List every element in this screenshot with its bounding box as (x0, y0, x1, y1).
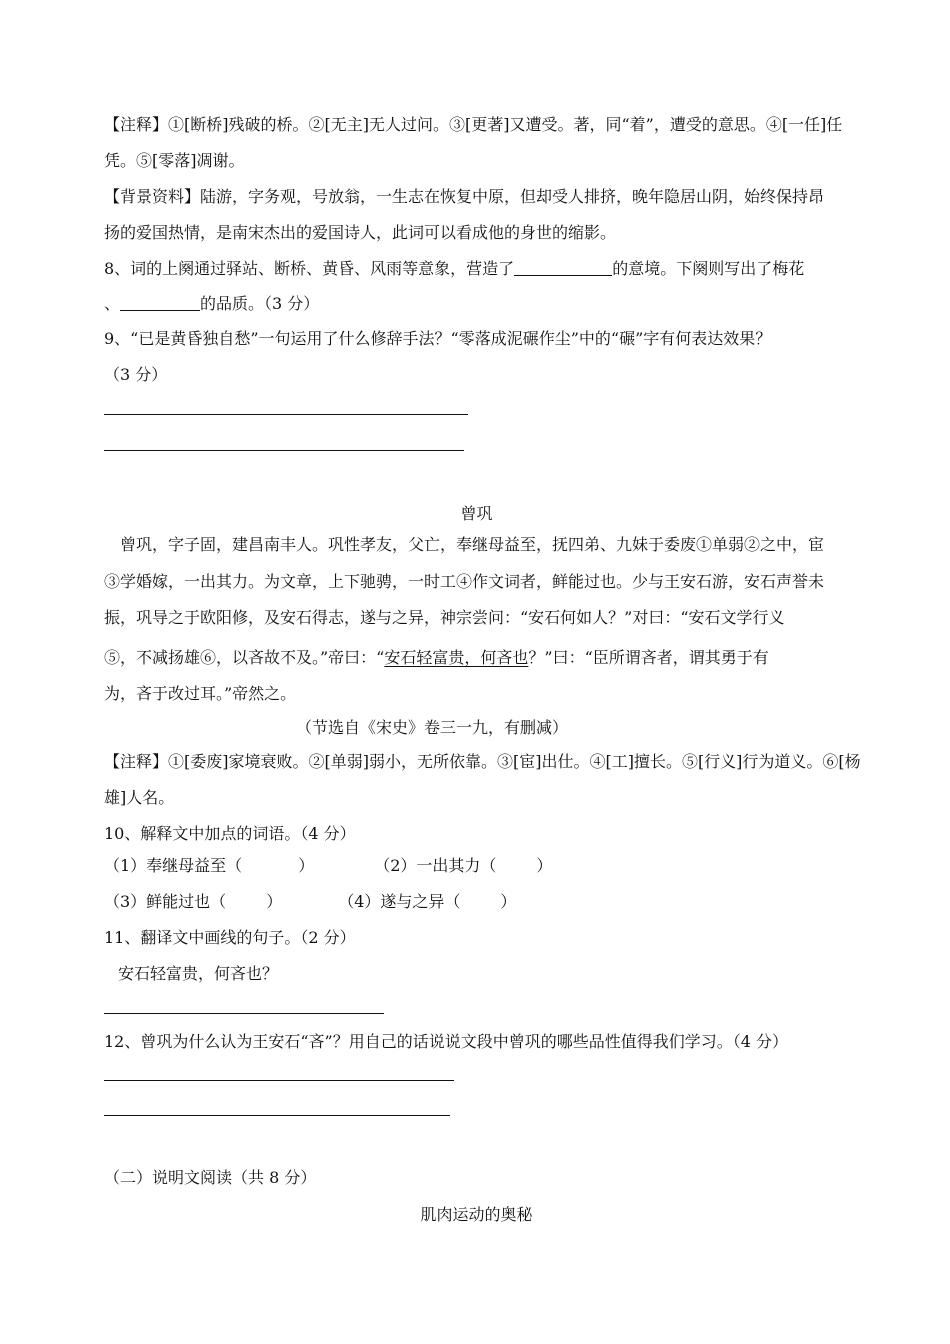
passage-line4-b: ？”曰：“臣所谓吝者，谓其勇于有 (528, 648, 769, 667)
answer-line-q12-2[interactable] (104, 1115, 450, 1116)
passage-source: （节选自《宋史》卷三一九，有删减） (296, 718, 569, 737)
q10-item3: （3）鲜能过也（ (104, 892, 227, 911)
passage-notes-line1: 【注释】①[委废]家境衰败。②[单弱]弱小，无所依靠。③[宦]出仕。④[工]擅长。⑤[行义]行为道义。⑥[杨 (104, 752, 861, 771)
passage-notes-line2: 雄]人名。 (104, 788, 175, 807)
background-line2: 扬的爱国热情，是南宋杰出的爱国诗人，此词可以看成他的身世的缩影。 (104, 223, 617, 242)
question-12-prompt: 12、曾巩为什么认为王安石“吝”？用自己的话说说文段中曾巩的哪些品性值得我们学习。（4 分） (104, 1032, 788, 1051)
passage-line5: 为，吝于改过耳。”帝然之。 (104, 684, 297, 703)
section-2-title: 肌肉运动的奥秘 (420, 1205, 533, 1224)
question-9-line2: （3 分） (104, 365, 168, 384)
answer-line-q12-1[interactable] (104, 1080, 454, 1081)
passage-line4-a: ⑤，不减扬雄⑥，以吝故不及。”帝曰：“ (104, 648, 385, 667)
question-11-prompt: 11、翻译文中画线的句子。（2 分） (104, 928, 356, 947)
question-8-line1 (104, 259, 849, 279)
answer-blank-quality[interactable] (120, 294, 200, 311)
q10-item4-close: ） (500, 892, 517, 911)
q10-item2-close: ） (536, 856, 553, 875)
question-8-text-a: 8、词的上阕通过驿站、断桥、黄昏、风雨等意象，营造了 (104, 259, 515, 278)
question-10-prompt: 10、解释文中加点的词语。（4 分） (104, 824, 356, 843)
question-8-text-c: 、 (104, 294, 121, 313)
question-8-text-b: 的意境。下阕则写出了梅花 (612, 259, 805, 278)
question-11-sentence: 安石轻富贵，何吝也？ (118, 964, 279, 983)
answer-line-q11[interactable] (104, 1013, 384, 1014)
passage-title: 曾巩 (460, 504, 493, 523)
passage-line2: ③学婚嫁，一出其力。为文章，上下驰骋，一时工④作文词者，鲜能过也。少与王安石游，安石声誉未 (104, 572, 825, 591)
underlined-sentence: 安石轻富贵，何吝也 (384, 648, 529, 667)
answer-line-q9-1[interactable] (104, 414, 468, 415)
answer-line-q9-2[interactable] (104, 450, 464, 451)
question-9-line1: 9、“已是黄昏独自愁”一句运用了什么修辞手法？“零落成泥碾作尘”中的“碾”字有何表达效果？ (104, 329, 772, 348)
question-8-line2 (104, 294, 849, 314)
passage-line1: 曾巩，字子固，建昌南丰人。巩性孝友，父亡，奉继母益至，抚四弟、九妹于委废①单弱②之中，宦 (120, 535, 825, 554)
poem-notes-line2: 凭。⑤[零落]凋谢。 (104, 151, 245, 170)
q10-item1-close: ） (298, 856, 315, 875)
passage-line3: 振，巩导之于欧阳修，及安石得志，遂与之异，神宗尝问：“安石何如人？”对曰：“安石文学行义 (104, 608, 785, 627)
section-2-heading: （二）说明文阅读（共 8 分） (104, 1168, 317, 1187)
answer-blank-mood[interactable] (514, 259, 612, 276)
poem-notes-line1: 【注释】①[断桥]残破的桥。②[无主]无人过问。③[更著]又遭受。著，同“着”，遭受的意思。④[一任]任 (104, 115, 843, 134)
q10-item2: （2）一出其力（ (374, 856, 497, 875)
background-line1: 【背景资料】陆游，字务观，号放翁，一生志在恢复中原，但却受人排挤，晚年隐居山阴，始终保持昂 (104, 187, 825, 206)
q10-item1: （1）奉继母益至（ (104, 856, 243, 875)
question-10-row1 (104, 856, 849, 876)
question-8-text-d: 的品质。（3 分） (200, 294, 320, 313)
passage-line4 (104, 648, 849, 668)
q10-item4: （4）遂与之异（ (338, 892, 461, 911)
question-10-row2 (104, 892, 849, 912)
q10-item3-close: ） (266, 892, 283, 911)
